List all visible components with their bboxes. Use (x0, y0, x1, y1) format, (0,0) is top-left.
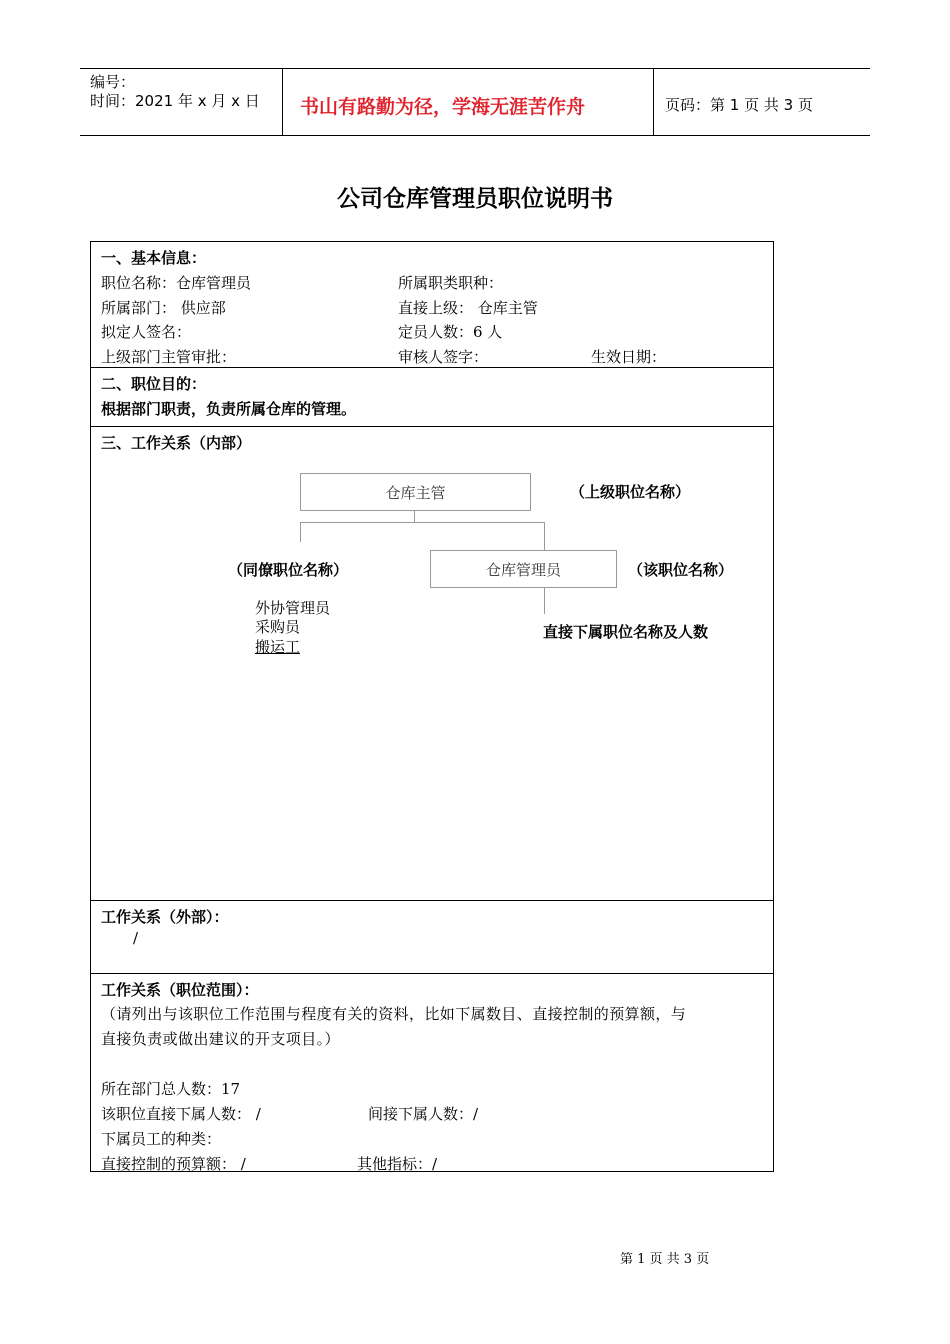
other-indicators: 其他指标：/ (357, 1155, 438, 1173)
purpose-text: 根据部门职责，负责所属仓库的管理。 (101, 400, 357, 418)
budget-controlled: 直接控制的预算额： / (101, 1155, 246, 1173)
scope-note-line-2: 直接负责或做出建议的开支项目。） (101, 1030, 340, 1048)
org-box-superior: 仓库主管 (300, 473, 531, 511)
org-connector-self (544, 522, 545, 550)
subordinate-caption: 直接下属职位名称及人数 (543, 623, 709, 641)
reviewer-signature: 审核人签字： (398, 348, 489, 366)
indirect-subordinates-count: 间接下属人数：/ (368, 1105, 479, 1123)
org-connector-subordinate (544, 588, 545, 614)
purpose-heading: 二、职位目的： (101, 375, 207, 393)
peer-caption: （同僚职位名称） (228, 561, 349, 579)
direct-superior: 直接上级： 仓库主管 (398, 299, 538, 317)
job-category: 所属职类职种： (398, 274, 504, 292)
external-relations-value: / (133, 929, 139, 947)
drafter-signature: 拟定人签名： (101, 323, 192, 341)
direct-subordinates-count: 该职位直接下属人数： / (101, 1105, 261, 1123)
external-relations-heading: 工作关系（外部）： (101, 908, 229, 926)
position-name: 职位名称：仓库管理员 (101, 274, 252, 292)
org-connector-horizontal (300, 522, 545, 523)
basic-info-heading: 一、基本信息： (101, 249, 207, 267)
header-divider-right (653, 68, 654, 136)
section-divider-1 (90, 367, 774, 368)
effective-date: 生效日期： (591, 348, 667, 366)
peer-item-2: 采购员 (255, 618, 301, 636)
peer-item-3: 搬运工 (255, 638, 301, 656)
scope-heading: 工作关系（职位范围）： (101, 981, 259, 999)
section-divider-4 (90, 973, 774, 974)
scope-note-line-1: （请列出与该职位工作范围与程度有关的资料，比如下属数目、直接控制的预算额，与 (101, 1005, 687, 1023)
document-number-label: 编号： (90, 73, 136, 91)
subordinate-types: 下属员工的种类： (101, 1130, 222, 1148)
internal-relations-heading: 三、工作关系（内部） (101, 434, 252, 452)
dept-head-approval: 上级部门主管审批： (101, 348, 237, 366)
org-box-self: 仓库管理员 (430, 550, 617, 588)
header-bottom-rule (80, 135, 870, 136)
document-time-label: 时间：2021 年 x 月 x 日 (90, 92, 260, 110)
page-footer: 第 1 页 共 3 页 (620, 1252, 710, 1267)
dept-total-headcount: 所在部门总人数：17 (101, 1080, 241, 1098)
department: 所属部门： 供应部 (101, 299, 226, 317)
peer-item-1: 外协管理员 (255, 599, 331, 617)
header-motto: 书山有路勤为径，学海无涯苦作舟 (300, 96, 586, 118)
section-divider-3 (90, 900, 774, 901)
header-page-info: 页码：第 1 页 共 3 页 (665, 96, 813, 114)
header-divider-left (282, 68, 283, 136)
page-title: 公司仓库管理员职位说明书 (337, 185, 613, 212)
headcount: 定员人数：6 人 (398, 323, 503, 341)
section-divider-2 (90, 426, 774, 427)
self-caption: （该职位名称） (628, 561, 734, 579)
header-top-rule (80, 68, 870, 69)
superior-caption: （上级职位名称） (570, 483, 691, 501)
org-connector-peer (300, 522, 301, 542)
